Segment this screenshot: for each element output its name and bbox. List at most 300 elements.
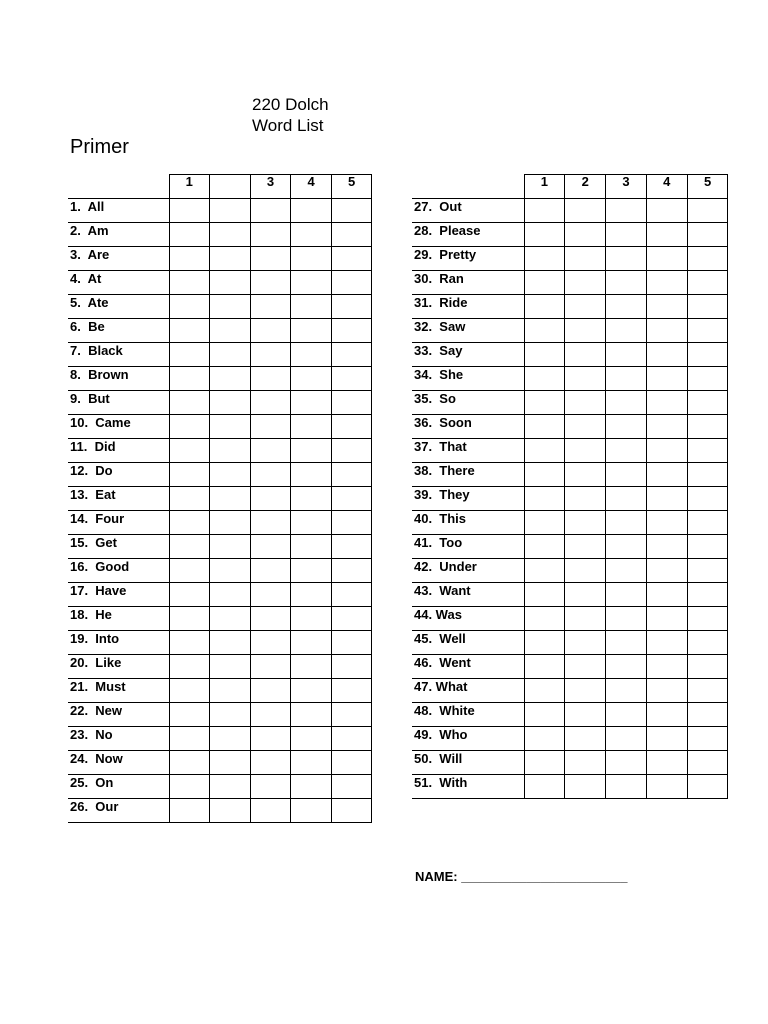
check-cell[interactable] [687, 439, 728, 463]
check-cell[interactable] [565, 367, 606, 391]
check-cell[interactable] [210, 295, 251, 319]
check-cell[interactable] [250, 319, 291, 343]
check-cell[interactable] [606, 679, 647, 703]
section-heading: Primer [70, 136, 129, 158]
check-cell[interactable] [565, 679, 606, 703]
table-row [68, 775, 372, 799]
check-cell[interactable] [606, 439, 647, 463]
check-cell[interactable] [169, 367, 210, 391]
check-cell[interactable] [291, 751, 332, 775]
table-row [412, 271, 728, 295]
check-cell[interactable] [646, 391, 687, 415]
table-row [68, 271, 372, 295]
column-header-4: 4 [646, 175, 687, 199]
check-cell[interactable] [646, 199, 687, 223]
check-cell[interactable] [646, 703, 687, 727]
table-row [68, 679, 372, 703]
table-row [68, 583, 372, 607]
check-cell[interactable] [524, 631, 565, 655]
check-cell[interactable] [524, 487, 565, 511]
check-cell[interactable] [606, 583, 647, 607]
check-cell[interactable] [169, 751, 210, 775]
check-cell[interactable] [250, 727, 291, 751]
check-cell[interactable] [687, 487, 728, 511]
check-cell[interactable] [210, 463, 251, 487]
check-cell[interactable] [565, 727, 606, 751]
check-cell[interactable] [687, 199, 728, 223]
check-cell[interactable] [210, 775, 251, 799]
check-cell[interactable] [606, 703, 647, 727]
check-cell[interactable] [646, 607, 687, 631]
check-cell[interactable] [291, 559, 332, 583]
check-cell[interactable] [524, 463, 565, 487]
check-cell[interactable] [210, 415, 251, 439]
word-label: 32. Saw [412, 319, 524, 343]
check-cell[interactable] [331, 583, 372, 607]
check-cell[interactable] [565, 751, 606, 775]
check-cell[interactable] [646, 343, 687, 367]
check-cell[interactable] [687, 583, 728, 607]
check-cell[interactable] [565, 247, 606, 271]
check-cell[interactable] [169, 535, 210, 559]
check-cell[interactable] [606, 199, 647, 223]
check-cell[interactable] [524, 199, 565, 223]
check-cell[interactable] [250, 799, 291, 823]
check-cell[interactable] [250, 559, 291, 583]
check-cell[interactable] [687, 415, 728, 439]
check-cell[interactable] [606, 271, 647, 295]
table-row [68, 607, 372, 631]
check-cell[interactable] [291, 295, 332, 319]
check-cell[interactable] [331, 343, 372, 367]
check-cell[interactable] [291, 463, 332, 487]
check-cell[interactable] [687, 367, 728, 391]
check-cell[interactable] [565, 343, 606, 367]
check-cell[interactable] [210, 727, 251, 751]
check-cell[interactable] [250, 391, 291, 415]
check-cell[interactable] [250, 247, 291, 271]
check-cell[interactable] [291, 391, 332, 415]
check-cell[interactable] [565, 439, 606, 463]
check-cell[interactable] [331, 271, 372, 295]
check-cell[interactable] [169, 319, 210, 343]
table-row [412, 199, 728, 223]
check-cell[interactable] [169, 295, 210, 319]
check-cell[interactable] [291, 703, 332, 727]
check-cell[interactable] [210, 799, 251, 823]
check-cell[interactable] [687, 319, 728, 343]
word-table-left-body [68, 175, 372, 823]
check-cell[interactable] [169, 391, 210, 415]
check-cell[interactable] [250, 463, 291, 487]
table-row [68, 487, 372, 511]
word-label: 20. Like [68, 655, 169, 679]
table-row [412, 679, 728, 703]
check-cell[interactable] [524, 247, 565, 271]
check-cell[interactable] [646, 439, 687, 463]
check-cell[interactable] [210, 319, 251, 343]
table-row [412, 223, 728, 247]
check-cell[interactable] [606, 655, 647, 679]
check-cell[interactable] [169, 199, 210, 223]
word-label: 9. But [68, 391, 169, 415]
word-label: 6. Be [68, 319, 169, 343]
check-cell[interactable] [291, 343, 332, 367]
check-cell[interactable] [524, 271, 565, 295]
check-cell[interactable] [687, 271, 728, 295]
check-cell[interactable] [331, 487, 372, 511]
check-cell[interactable] [565, 511, 606, 535]
check-cell[interactable] [687, 463, 728, 487]
check-cell[interactable] [646, 751, 687, 775]
check-cell[interactable] [291, 223, 332, 247]
check-cell[interactable] [210, 223, 251, 247]
check-cell[interactable] [687, 751, 728, 775]
check-cell[interactable] [250, 415, 291, 439]
check-cell[interactable] [331, 463, 372, 487]
column-header-4: 4 [291, 175, 332, 199]
check-cell[interactable] [210, 631, 251, 655]
check-cell[interactable] [169, 655, 210, 679]
check-cell[interactable] [210, 511, 251, 535]
check-cell[interactable] [331, 511, 372, 535]
column-header-5: 5 [687, 175, 728, 199]
check-cell[interactable] [210, 343, 251, 367]
check-cell[interactable] [331, 703, 372, 727]
table-row [412, 487, 728, 511]
check-cell[interactable] [291, 607, 332, 631]
check-cell[interactable] [687, 727, 728, 751]
check-cell[interactable] [210, 535, 251, 559]
check-cell[interactable] [331, 247, 372, 271]
check-cell[interactable] [291, 799, 332, 823]
word-label: 43. Want [412, 583, 524, 607]
check-cell[interactable] [565, 271, 606, 295]
check-cell[interactable] [169, 583, 210, 607]
check-cell[interactable] [565, 487, 606, 511]
check-cell[interactable] [524, 223, 565, 247]
check-cell[interactable] [606, 295, 647, 319]
check-cell[interactable] [210, 583, 251, 607]
check-cell[interactable] [687, 607, 728, 631]
table-row [68, 343, 372, 367]
check-cell[interactable] [646, 631, 687, 655]
check-cell[interactable] [606, 751, 647, 775]
check-cell[interactable] [606, 319, 647, 343]
check-cell[interactable] [291, 583, 332, 607]
check-cell[interactable] [565, 703, 606, 727]
check-cell[interactable] [565, 223, 606, 247]
check-cell[interactable] [331, 223, 372, 247]
check-cell[interactable] [331, 679, 372, 703]
check-cell[interactable] [565, 535, 606, 559]
check-cell[interactable] [565, 463, 606, 487]
check-cell[interactable] [606, 223, 647, 247]
check-cell[interactable] [169, 679, 210, 703]
table-row [412, 559, 728, 583]
check-cell[interactable] [210, 703, 251, 727]
check-cell[interactable] [687, 391, 728, 415]
table-row [412, 295, 728, 319]
check-cell[interactable] [606, 487, 647, 511]
title-line-2: Word List [252, 116, 324, 135]
check-cell[interactable] [646, 415, 687, 439]
check-cell[interactable] [565, 559, 606, 583]
check-cell[interactable] [524, 511, 565, 535]
check-cell[interactable] [565, 295, 606, 319]
check-cell[interactable] [524, 415, 565, 439]
check-cell[interactable] [331, 391, 372, 415]
check-cell[interactable] [250, 751, 291, 775]
check-cell[interactable] [524, 535, 565, 559]
check-cell[interactable] [210, 751, 251, 775]
check-cell[interactable] [524, 319, 565, 343]
check-cell[interactable] [524, 679, 565, 703]
check-cell[interactable] [646, 271, 687, 295]
check-cell[interactable] [687, 535, 728, 559]
check-cell[interactable] [291, 535, 332, 559]
check-cell[interactable] [524, 655, 565, 679]
check-cell[interactable] [687, 295, 728, 319]
check-cell[interactable] [606, 511, 647, 535]
table-row [412, 703, 728, 727]
check-cell[interactable] [646, 223, 687, 247]
check-cell[interactable] [291, 199, 332, 223]
column-header-row [68, 175, 372, 199]
check-cell[interactable] [646, 511, 687, 535]
check-cell[interactable] [565, 655, 606, 679]
check-cell[interactable] [169, 415, 210, 439]
check-cell[interactable] [250, 607, 291, 631]
column-header-3: 3 [250, 175, 291, 199]
check-cell[interactable] [291, 631, 332, 655]
check-cell[interactable] [291, 439, 332, 463]
check-cell[interactable] [606, 391, 647, 415]
check-cell[interactable] [606, 343, 647, 367]
table-row [412, 439, 728, 463]
check-cell[interactable] [210, 487, 251, 511]
check-cell[interactable] [169, 271, 210, 295]
check-cell[interactable] [646, 247, 687, 271]
check-cell[interactable] [565, 415, 606, 439]
check-cell[interactable] [524, 703, 565, 727]
check-cell[interactable] [606, 367, 647, 391]
check-cell[interactable] [524, 607, 565, 631]
check-cell[interactable] [606, 463, 647, 487]
table-row [412, 319, 728, 343]
check-cell[interactable] [331, 415, 372, 439]
check-cell[interactable] [565, 391, 606, 415]
check-cell[interactable] [291, 271, 332, 295]
check-cell[interactable] [524, 583, 565, 607]
check-cell[interactable] [524, 439, 565, 463]
check-cell[interactable] [606, 775, 647, 799]
check-cell[interactable] [331, 727, 372, 751]
check-cell[interactable] [687, 703, 728, 727]
check-cell[interactable] [250, 703, 291, 727]
check-cell[interactable] [331, 775, 372, 799]
check-cell[interactable] [606, 607, 647, 631]
check-cell[interactable] [169, 607, 210, 631]
check-cell[interactable] [250, 343, 291, 367]
word-label: 30. Ran [412, 271, 524, 295]
check-cell[interactable] [331, 367, 372, 391]
check-cell[interactable] [606, 727, 647, 751]
check-cell[interactable] [687, 679, 728, 703]
check-cell[interactable] [210, 391, 251, 415]
check-cell[interactable] [291, 679, 332, 703]
check-cell[interactable] [210, 199, 251, 223]
check-cell[interactable] [565, 775, 606, 799]
check-cell[interactable] [606, 535, 647, 559]
check-cell[interactable] [646, 727, 687, 751]
check-cell[interactable] [687, 775, 728, 799]
check-cell[interactable] [169, 775, 210, 799]
check-cell[interactable] [169, 511, 210, 535]
check-cell[interactable] [331, 319, 372, 343]
check-cell[interactable] [169, 463, 210, 487]
check-cell[interactable] [331, 559, 372, 583]
check-cell[interactable] [687, 223, 728, 247]
table-row [412, 415, 728, 439]
check-cell[interactable] [291, 415, 332, 439]
check-cell[interactable] [687, 511, 728, 535]
check-cell[interactable] [606, 415, 647, 439]
check-cell[interactable] [169, 247, 210, 271]
table-row [412, 727, 728, 751]
word-label: 35. So [412, 391, 524, 415]
check-cell[interactable] [687, 343, 728, 367]
check-cell[interactable] [646, 559, 687, 583]
page-title [252, 94, 392, 136]
check-cell[interactable] [210, 439, 251, 463]
check-cell[interactable] [250, 655, 291, 679]
check-cell[interactable] [169, 559, 210, 583]
check-cell[interactable] [250, 511, 291, 535]
check-cell[interactable] [524, 367, 565, 391]
check-cell[interactable] [565, 199, 606, 223]
check-cell[interactable] [646, 367, 687, 391]
check-cell[interactable] [331, 535, 372, 559]
check-cell[interactable] [250, 631, 291, 655]
check-cell[interactable] [565, 319, 606, 343]
check-cell[interactable] [291, 247, 332, 271]
check-cell[interactable] [565, 607, 606, 631]
word-label: 19. Into [68, 631, 169, 655]
check-cell[interactable] [169, 703, 210, 727]
check-cell[interactable] [646, 295, 687, 319]
check-cell[interactable] [169, 631, 210, 655]
check-cell[interactable] [687, 247, 728, 271]
check-cell[interactable] [169, 727, 210, 751]
check-cell[interactable] [331, 799, 372, 823]
check-cell[interactable] [291, 487, 332, 511]
check-cell[interactable] [210, 271, 251, 295]
check-cell[interactable] [524, 727, 565, 751]
check-cell[interactable] [646, 583, 687, 607]
check-cell[interactable] [291, 367, 332, 391]
check-cell[interactable] [646, 535, 687, 559]
check-cell[interactable] [291, 727, 332, 751]
name-field[interactable]: NAME: _______________________ [415, 869, 628, 884]
check-cell[interactable] [250, 271, 291, 295]
check-cell[interactable] [291, 319, 332, 343]
check-cell[interactable] [210, 607, 251, 631]
check-cell[interactable] [291, 655, 332, 679]
check-cell[interactable] [210, 679, 251, 703]
check-cell[interactable] [210, 247, 251, 271]
check-cell[interactable] [331, 655, 372, 679]
check-cell[interactable] [606, 247, 647, 271]
word-label: 12. Do [68, 463, 169, 487]
check-cell[interactable] [646, 655, 687, 679]
check-cell[interactable] [250, 439, 291, 463]
table-row [412, 463, 728, 487]
check-cell[interactable] [646, 463, 687, 487]
check-cell[interactable] [331, 631, 372, 655]
check-cell[interactable] [291, 511, 332, 535]
check-cell[interactable] [331, 607, 372, 631]
check-cell[interactable] [565, 583, 606, 607]
check-cell[interactable] [331, 439, 372, 463]
check-cell[interactable] [210, 655, 251, 679]
check-cell[interactable] [250, 199, 291, 223]
word-label: 29. Pretty [412, 247, 524, 271]
check-cell[interactable] [250, 775, 291, 799]
check-cell[interactable] [250, 223, 291, 247]
check-cell[interactable] [606, 631, 647, 655]
check-cell[interactable] [524, 751, 565, 775]
check-cell[interactable] [606, 559, 647, 583]
check-cell[interactable] [250, 535, 291, 559]
check-cell[interactable] [687, 655, 728, 679]
check-cell[interactable] [565, 631, 606, 655]
check-cell[interactable] [524, 391, 565, 415]
check-cell[interactable] [250, 367, 291, 391]
check-cell[interactable] [331, 199, 372, 223]
check-cell[interactable] [210, 367, 251, 391]
check-cell[interactable] [169, 343, 210, 367]
table-row [412, 751, 728, 775]
check-cell[interactable] [687, 559, 728, 583]
check-cell[interactable] [331, 295, 372, 319]
check-cell[interactable] [169, 223, 210, 247]
check-cell[interactable] [646, 775, 687, 799]
check-cell[interactable] [169, 487, 210, 511]
check-cell[interactable] [250, 583, 291, 607]
check-cell[interactable] [250, 487, 291, 511]
check-cell[interactable] [524, 343, 565, 367]
check-cell[interactable] [210, 559, 251, 583]
check-cell[interactable] [646, 319, 687, 343]
check-cell[interactable] [169, 799, 210, 823]
check-cell[interactable] [524, 295, 565, 319]
check-cell[interactable] [250, 679, 291, 703]
check-cell[interactable] [331, 751, 372, 775]
check-cell[interactable] [524, 775, 565, 799]
check-cell[interactable] [291, 775, 332, 799]
check-cell[interactable] [646, 679, 687, 703]
check-cell[interactable] [687, 631, 728, 655]
word-label: 22. New [68, 703, 169, 727]
check-cell[interactable] [250, 295, 291, 319]
column-header-2: 2 [565, 175, 606, 199]
word-label: 2. Am [68, 223, 169, 247]
check-cell[interactable] [524, 559, 565, 583]
check-cell[interactable] [646, 487, 687, 511]
word-label: 7. Black [68, 343, 169, 367]
check-cell[interactable] [169, 439, 210, 463]
